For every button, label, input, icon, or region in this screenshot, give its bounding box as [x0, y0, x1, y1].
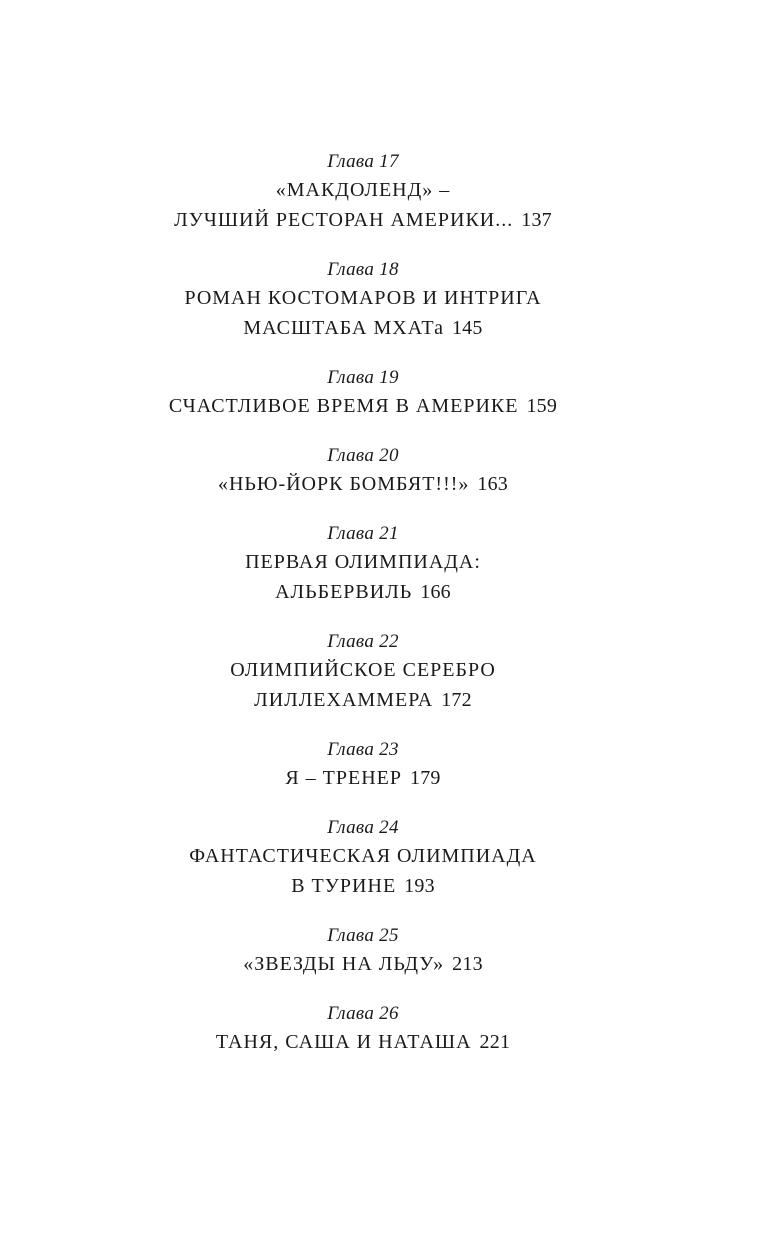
chapter-title-line: [0, 283, 726, 313]
chapter-title-line: [0, 949, 726, 979]
chapter-title-text: ОЛИМПИЙСКОЕ СЕРЕБРО: [230, 659, 496, 681]
page-number: 145: [451, 317, 483, 339]
chapter-title-line: [0, 1027, 726, 1057]
chapter-title-line: [0, 871, 726, 901]
chapter-label: Глава 22: [327, 631, 399, 652]
page-number: 166: [420, 581, 451, 603]
chapter-title-text: ФАНТАСТИЧЕСКАЯ ОЛИМПИАДА: [189, 845, 537, 867]
toc-entry: [0, 737, 726, 793]
chapter-label: Глава 25: [327, 925, 399, 946]
page-number: 172: [441, 689, 472, 711]
chapter-title-line: [0, 547, 726, 577]
page-number: 163: [477, 473, 509, 495]
chapter-title-line: [0, 175, 726, 205]
chapter-label: Глава 18: [327, 259, 399, 280]
chapter-label: Глава 23: [327, 739, 399, 760]
page-number: 179: [410, 767, 441, 789]
chapter-label: Глава 19: [327, 367, 399, 388]
chapter-title-text: ПЕРВАЯ ОЛИМПИАДА:: [245, 551, 481, 573]
chapter-label: Глава 24: [327, 817, 399, 838]
chapter-title-text: ЛУЧШИЙ РЕСТОРАН АМЕРИКИ...: [174, 209, 514, 231]
chapter-title-line: [0, 313, 726, 343]
chapter-title-text: ТАНЯ, САША И НАТАША: [215, 1031, 472, 1053]
page-number: 159: [526, 395, 558, 417]
toc-entry: [0, 815, 726, 901]
chapter-title-text: РОМАН КОСТОМАРОВ И ИНТРИГА: [184, 287, 542, 309]
chapter-title-line: [0, 685, 726, 715]
chapter-label: Глава 17: [327, 151, 399, 172]
toc-entry: [0, 521, 726, 607]
chapter-title-line: [0, 205, 726, 235]
chapter-title-line: [0, 763, 726, 793]
chapter-title-text: «МАКДОЛЕНД» –: [275, 179, 451, 201]
chapter-title-text: «ЗВЕЗДЫ НА ЛЬДУ»: [243, 953, 445, 975]
chapter-title-text: МАСШТАБА МХАТа: [243, 317, 444, 339]
chapter-title-line: [0, 841, 726, 871]
page-number: 137: [521, 209, 552, 231]
chapter-label: Глава 21: [327, 523, 399, 544]
chapter-title-line: [0, 655, 726, 685]
chapter-title-text: «НЬЮ-ЙОРК БОМБЯТ!!!»: [217, 473, 470, 495]
toc-entry: [0, 443, 726, 499]
chapter-label: Глава 20: [327, 445, 399, 466]
toc-entry: [0, 1001, 726, 1057]
chapter-title-text: В ТУРИНЕ: [291, 875, 397, 897]
toc-entry: [0, 257, 726, 343]
chapter-title-text: ЛИЛЛЕХАММЕРА: [254, 689, 434, 711]
toc-entry: [0, 365, 726, 421]
toc-entry: [0, 629, 726, 715]
page-number: 193: [404, 875, 435, 897]
chapter-title-line: [0, 469, 726, 499]
chapter-title-text: СЧАСТЛИВОЕ ВРЕМЯ В АМЕРИКЕ: [168, 395, 519, 417]
toc-entry: [0, 149, 726, 235]
chapter-title-text: АЛЬБЕРВИЛЬ: [275, 581, 413, 603]
chapter-title-text: Я – ТРЕНЕР: [285, 767, 403, 789]
chapter-title-line: [0, 577, 726, 607]
page-number: 213: [452, 953, 483, 975]
toc-entry: [0, 923, 726, 979]
chapter-label: Глава 26: [327, 1003, 399, 1024]
table-of-contents: [0, 149, 726, 1057]
chapter-title-line: [0, 391, 726, 421]
page-number: 221: [479, 1031, 511, 1053]
